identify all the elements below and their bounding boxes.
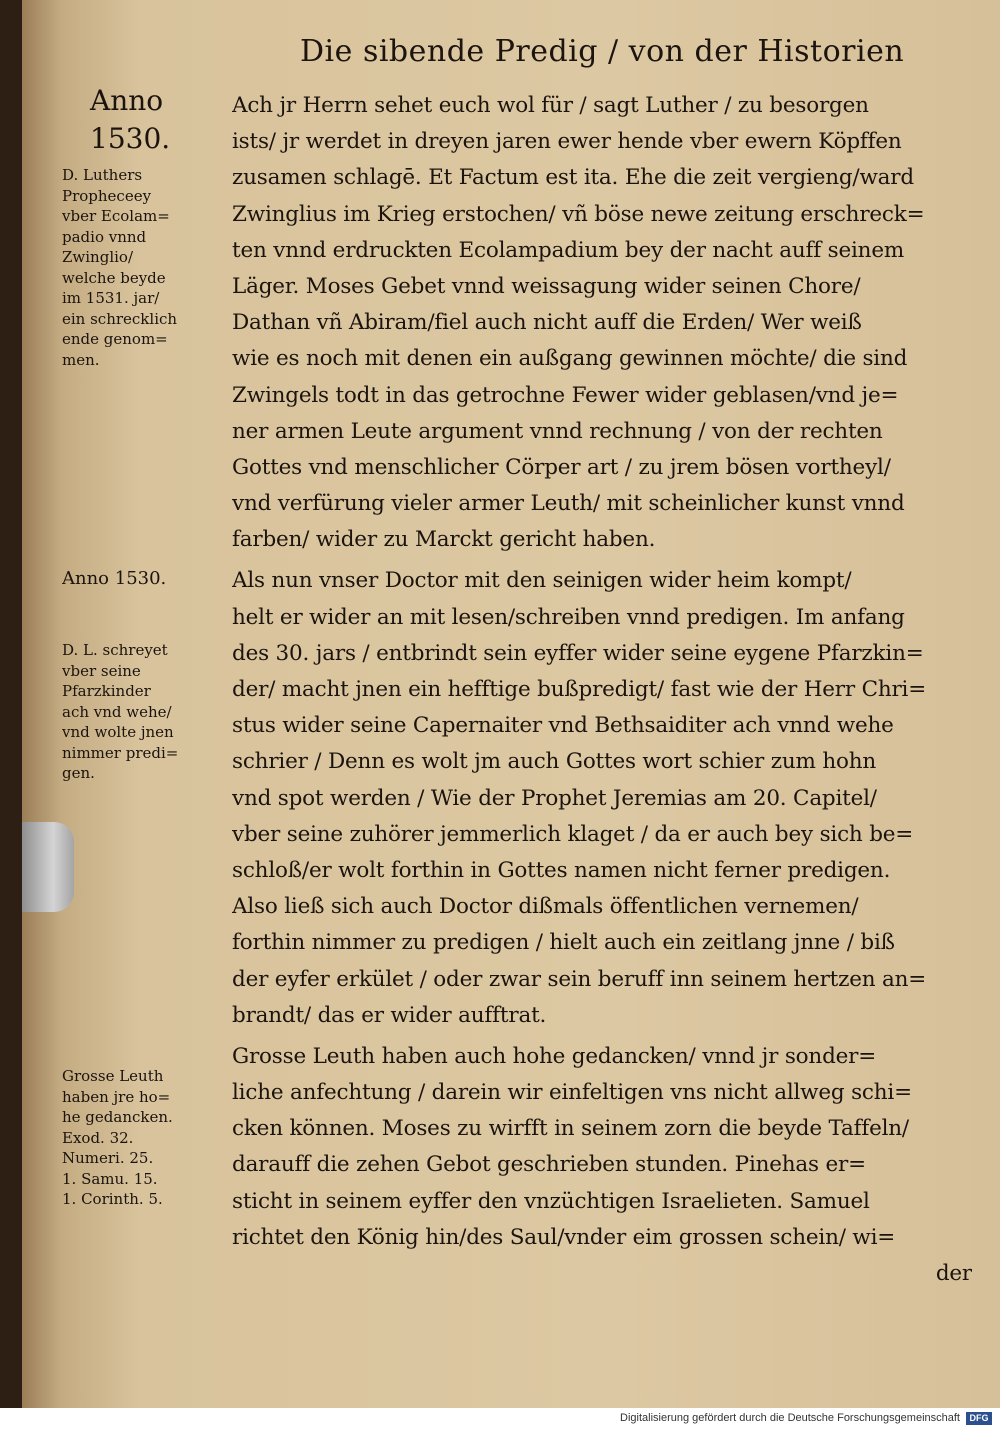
text-line: vber seine zuhörer jemmerlich klaget / da er auch bey sich be=	[232, 821, 914, 847]
body-text	[232, 88, 972, 1292]
text-line: des 30. jars / entbrindt sein eyffer wider seine eygene Pfarzkin=	[232, 640, 924, 666]
text-line: stus wider seine Capernaiter vnd Bethsaiditer ach vnnd wehe	[232, 713, 894, 739]
margin-year-label: Anno	[90, 84, 164, 117]
margin-note-line: Zwinglio/	[62, 248, 134, 266]
margin-note-line: welche beyde	[62, 268, 166, 287]
margin-note-line: ach vnd wehe/	[62, 702, 172, 721]
footer-bar	[0, 1408, 1000, 1430]
text-line: Zwingels todt in das getrochne Fewer wider geblasen/vnd je=	[232, 382, 899, 408]
margin-note-line: vber Ecolam=	[62, 207, 170, 225]
margin-note-line: Numeri. 25.	[62, 1149, 154, 1167]
text-line: vnd spot werden / Wie der Prophet Jeremias am 20. Capitel/	[232, 785, 877, 811]
text-line: Als nun vnser Doctor mit den seinigen wider heim kompt/	[232, 568, 852, 594]
text-line: liche anfechtung / darein wir einfeltigen vns nicht allweg schi=	[232, 1080, 912, 1106]
text-line: Dathan vñ Abiram/fiel auch nicht auff die Erden/ Wer weiß	[232, 310, 862, 336]
margin-note-anno-2	[62, 565, 224, 593]
text-line: darauff die zehen Gebot geschrieben stunden. Pinehas er=	[232, 1152, 866, 1178]
text-line: richtet den König hin/des Saul/vnder eim grossen schein/ wi=	[232, 1224, 896, 1250]
text-line: ten vnnd erdruckten Ecolampadium bey der nacht auff seinem	[232, 237, 905, 263]
margin-note-line: Grosse Leuth	[62, 1067, 164, 1085]
margin-note-line: D. Luthers	[62, 166, 143, 184]
text-line: forthin nimmer zu predigen / hielt auch ein zeitlang jnne / biß	[232, 930, 895, 956]
text-line: wie es noch mit denen ein außgang gewinnen möchte/ die sind	[232, 346, 908, 372]
text-line: helt er wider an mit lesen/schreiben vnnd predigen. Im anfang	[232, 604, 905, 630]
text-line: zusamen schlagē. Et Factum est ita. Ehe die zeit vergieng/ward	[232, 165, 914, 191]
margin-year-number: 1530.	[90, 122, 171, 155]
text-line: sticht in seinem eyffer den vnzüchtigen Israelieten. Samuel	[232, 1188, 870, 1214]
margin-note-great-people	[62, 1066, 224, 1210]
margin-note-line: nimmer predi=	[62, 743, 179, 762]
text-line: ists/ jr werdet in dreyen jaren ewer hende vber ewern Köpffen	[232, 129, 902, 155]
margin-note-line: ende genom=	[62, 330, 168, 348]
text-line: Gottes vnd menschlicher Cörper art / zu jrem bösen vortheyl/	[232, 454, 891, 480]
text-line: der/ macht jnen ein hefftige bußpredigt/ fast wie der Herr Chri=	[232, 677, 927, 702]
running-head: Die sibende Predig / von der Historien	[300, 34, 905, 69]
margin-note-line: Pfarzkinder	[62, 682, 151, 700]
text-line: ner armen Leute argument vnnd rechnung / von der rechten	[232, 418, 883, 444]
margin-note-line: vnd wolte jnen	[62, 723, 174, 741]
dfg-logo: DFG	[966, 1412, 992, 1425]
text-line: Läger. Moses Gebet vnnd weissagung wider seinen Chore/	[232, 273, 861, 299]
margin-note-line: haben jre ho=	[62, 1087, 171, 1106]
margin-note-line: padio vnnd	[62, 227, 147, 246]
margin-note-line: vber seine	[62, 661, 141, 680]
text-line: Grosse Leuth haben auch hohe gedancken/ vnnd jr sonder=	[232, 1043, 877, 1069]
margin-note-line: 1. Corinth. 5.	[62, 1190, 163, 1208]
margin-note-line: men.	[62, 350, 100, 369]
text-line: cken können. Moses zu wirfft in seinem zorn die beyde Taffeln/	[232, 1116, 909, 1142]
text-line: schrier / Denn es wolt jm auch Gottes wort schier zum hohn	[232, 749, 877, 775]
margin-note-line: Exod. 32.	[62, 1128, 134, 1147]
text-line: vnd verfürung vieler armer Leuth/ mit scheinlicher kunst vnnd	[232, 491, 905, 517]
book-clasp	[22, 822, 74, 912]
margin-note-line: D. L. schreyet	[62, 641, 168, 659]
text-line: brandt/ das er wider aufftrat.	[232, 1002, 547, 1028]
margin-note-line: 1. Samu. 15.	[62, 1169, 158, 1188]
paragraph	[232, 563, 972, 1033]
margin-note-line: im 1531. jar/	[62, 289, 160, 307]
text-line: Also ließ sich auch Doctor dißmals öffentlichen vernemen/	[232, 894, 859, 920]
margin-note-luther-prophecy	[62, 165, 224, 370]
margin-note-line: he gedancken.	[62, 1108, 173, 1126]
margin-note-line: Propheceey	[62, 186, 152, 205]
text-line: Ach jr Herrn sehet euch wol für / sagt Luther / zu besorgen	[232, 93, 869, 118]
margin-note-luther-cries	[62, 640, 224, 784]
text-line: der eyfer erkület / oder zwar sein beruff inn seinem hertzen an=	[232, 966, 927, 992]
margin-note-line: gen.	[62, 764, 95, 782]
text-line: schloß/er wolt forthin in Gottes namen nicht ferner predigen.	[232, 857, 891, 883]
margin-note-anno-1	[62, 82, 224, 158]
text-line: Zwinglius im Krieg erstochen/ vñ böse newe zeitung erschreck=	[232, 201, 925, 227]
margin-year: Anno 1530.	[62, 568, 167, 589]
text-line: farben/ wider zu Marckt gericht haben.	[232, 527, 656, 553]
paragraph	[232, 88, 972, 558]
margin-note-line: ein schrecklich	[62, 309, 178, 328]
text-line: der	[935, 1261, 972, 1286]
paragraph	[232, 1039, 972, 1292]
funding-credit: Digitalisierung gefördert durch die Deutsche Forschungsgemeinschaft	[620, 1412, 960, 1424]
